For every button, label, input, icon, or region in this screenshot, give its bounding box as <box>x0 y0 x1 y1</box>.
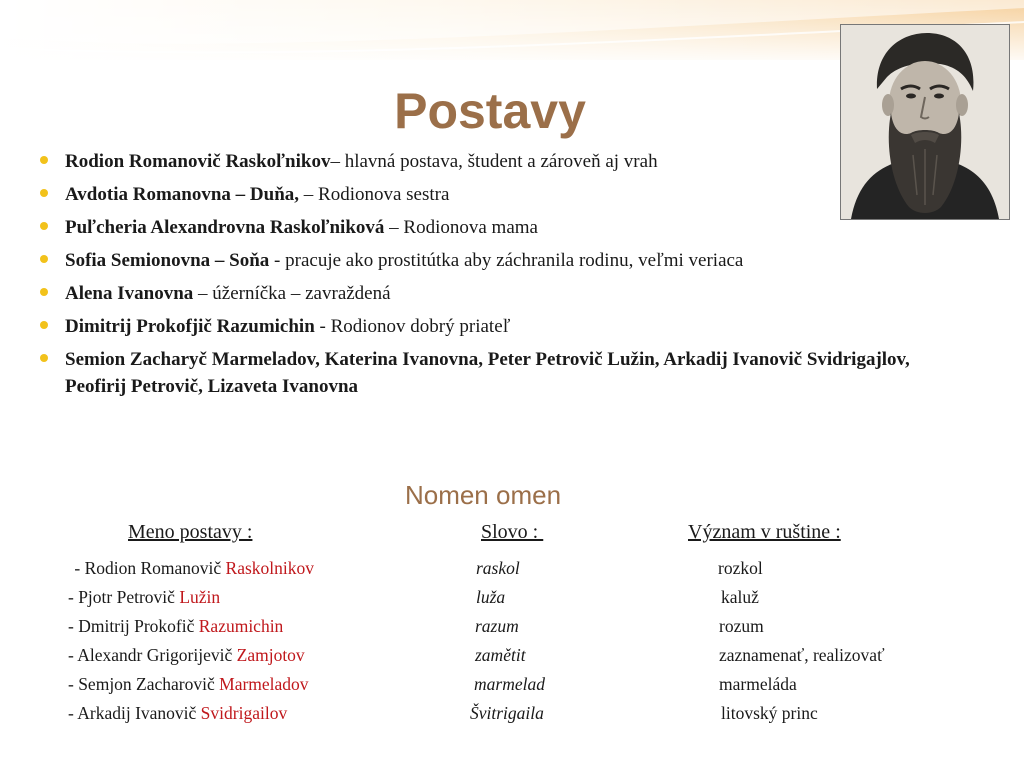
bullet-icon <box>40 156 48 164</box>
character-name: Dimitrij Prokofjič Razumichin <box>65 316 315 337</box>
character-name: Alena Ivanovna <box>65 283 194 304</box>
word-cell: luža <box>476 587 506 607</box>
column-header-word: Slovo : <box>481 521 544 543</box>
character-name: Rodion Romanovič Raskoľnikov <box>65 151 331 172</box>
word-cell: marmelad <box>474 674 545 694</box>
column-header-name: Meno postavy : <box>128 521 253 543</box>
name-prefix: - Semjon Zacharovič <box>68 674 220 694</box>
character-name: Avdotia Romanovna – Duňa, <box>65 184 300 205</box>
table-row <box>0 674 1024 700</box>
surname: Marmeladov <box>219 674 309 694</box>
list-item <box>40 247 970 274</box>
meaning-cell: litovský princ <box>721 703 818 723</box>
name-cell <box>70 558 314 579</box>
character-name: Semion Zacharyč Marmeladov, Katerina Ivanovna, Peter Petrovič Lužin, Arkadij Ivanovič Svidrigajlov, Peofirij Petrovič, Lizaveta Ivanovna <box>65 349 910 397</box>
meaning-cell: marmeláda <box>719 674 797 694</box>
character-description: - Rodionov dobrý priateľ <box>314 316 511 337</box>
bullet-icon <box>40 354 48 362</box>
bullet-icon <box>40 189 48 197</box>
character-description: – úžerníčka – zavraždená <box>193 283 391 304</box>
list-item <box>40 148 970 175</box>
surname: Razumichin <box>198 616 284 636</box>
column-header-meaning: Význam v ruštine : <box>688 521 841 543</box>
list-item <box>40 214 970 241</box>
table-row <box>0 616 1024 642</box>
meaning-cell: rozkol <box>718 558 763 578</box>
section-heading: Nomen omen <box>404 480 562 510</box>
name-prefix: - Dmitrij Prokofič <box>68 616 199 636</box>
table-row <box>0 587 1024 613</box>
surname: Zamjotov <box>236 645 305 665</box>
meaning-cell: rozum <box>719 616 764 636</box>
bullet-icon <box>40 288 48 296</box>
table-row <box>0 703 1024 729</box>
word-cell: zamětit <box>475 645 526 665</box>
name-prefix: - Rodion Romanovič <box>70 558 226 578</box>
bullet-icon <box>40 222 48 230</box>
slide-title: Postavy <box>394 83 586 139</box>
surname: Raskolnikov <box>225 558 315 578</box>
surname: Svidrigailov <box>200 703 288 723</box>
name-cell <box>68 645 305 666</box>
bullet-icon <box>40 255 48 263</box>
list-item <box>40 280 970 307</box>
list-item <box>40 346 970 400</box>
list-item <box>40 313 970 340</box>
character-description: – hlavná postava, študent a zároveň aj vrah <box>330 151 658 172</box>
name-prefix: - Alexandr Grigorijevič <box>68 645 237 665</box>
bullet-icon <box>40 321 48 329</box>
name-cell <box>68 616 283 637</box>
character-description: – Rodionova mama <box>384 217 538 238</box>
character-name: Sofia Semionovna – Soňa <box>65 250 270 271</box>
character-list <box>40 148 970 406</box>
name-cell <box>68 674 309 695</box>
word-cell: razum <box>475 616 519 636</box>
surname: Lužin <box>179 587 221 607</box>
character-description: - pracuje ako prostitútka aby záchranila rodinu, veľmi veriaca <box>269 250 744 271</box>
word-cell: Švitrigaila <box>470 703 544 723</box>
list-item <box>40 181 970 208</box>
name-cell <box>68 703 287 724</box>
meaning-cell: zaznamenať, realizovať <box>719 645 885 665</box>
character-name: Puľcheria Alexandrovna Raskoľniková <box>65 217 385 238</box>
name-prefix: - Arkadij Ivanovič <box>68 703 201 723</box>
table-row <box>0 645 1024 671</box>
word-cell: raskol <box>476 558 520 578</box>
table-row <box>0 558 1024 584</box>
name-prefix: - Pjotr Petrovič <box>68 587 180 607</box>
character-description: – Rodionova sestra <box>299 184 450 205</box>
meaning-cell: kaluž <box>721 587 759 607</box>
name-cell <box>68 587 220 608</box>
